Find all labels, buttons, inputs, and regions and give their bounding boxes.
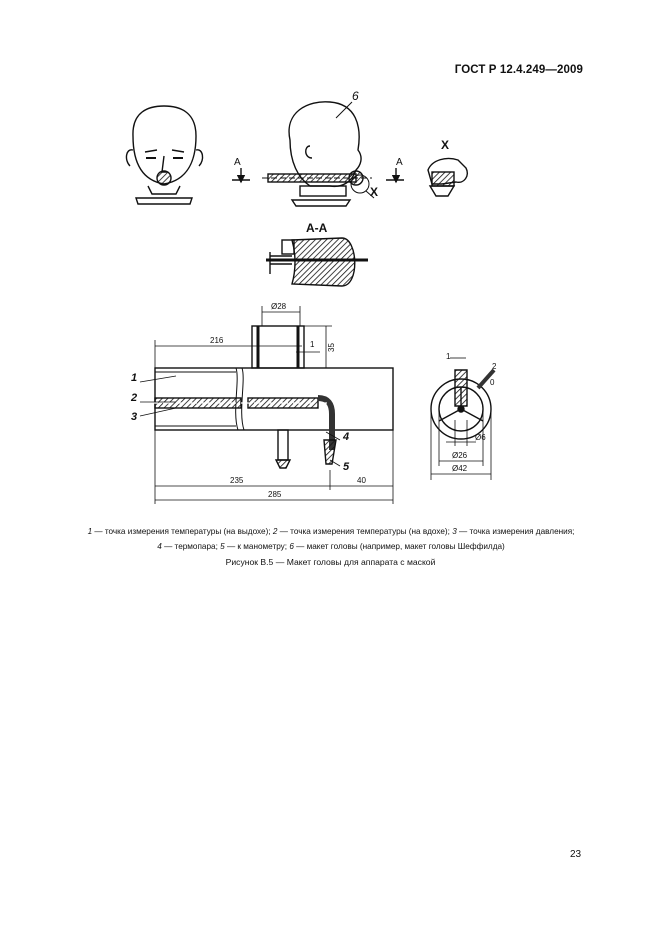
dim-35: 35 [327,343,336,352]
legend-num-5: 5 [220,542,225,551]
legend-text-4: — термопара; [161,542,221,551]
callout-4: 4 [343,431,350,443]
head-side-view [232,102,404,206]
tube-end-view [431,370,494,439]
dim-d28-top: Ø28 [271,302,287,311]
dim-d6: Ø6 [475,433,486,442]
callout-2: 2 [131,392,138,404]
tube-longitudinal-view [150,326,393,468]
standard-header: ГОСТ Р 12.4.249—2009 [454,64,583,76]
figure-caption: Рисунок В.5 — Макет головы для аппарата с маской [225,557,436,567]
dim-235: 235 [230,476,244,485]
section-title: A-A [306,221,328,235]
legend-text-5: — к манометру; [224,542,290,551]
detail-x-title: X [441,138,450,152]
callout-3: 3 [131,411,138,423]
end-callout-2: 2 [492,362,497,371]
dim-216: 216 [210,336,224,345]
detail-x-view [428,158,467,196]
callout-5: 5 [343,461,350,473]
end-callout-1: 1 [446,352,451,361]
page-number: 23 [570,849,582,860]
section-mark-a-left: A [234,157,241,168]
dim-d26: Ø26 [452,451,468,460]
legend-num-3: 3 [452,527,457,536]
dim-1: 1 [310,340,315,349]
dim-40: 40 [357,476,366,485]
legend-num-6: 6 [289,542,294,551]
legend-num-1: 1 [87,527,93,536]
legend-text-1: — точка измерения температуры (на выдохе); [92,527,273,536]
end-callout-0: 0 [490,378,495,387]
dim-d42: Ø42 [452,464,468,473]
legend-num-2: 2 [272,527,278,536]
section-mark-a-right: A [396,157,403,168]
legend-text-3: — точка измерения давления; [456,527,575,536]
section-a-a-view [266,238,368,286]
legend-text-2: — точка измерения температуры (на вдохе); [277,527,453,536]
detail-mark-x: X [370,185,379,199]
dim-285: 285 [268,490,282,499]
legend-num-4: 4 [157,542,162,551]
callout-1: 1 [131,372,138,384]
head-front-view [126,106,202,204]
callout-6: 6 [352,89,359,103]
legend-text-6: — макет головы (например, макет головы Шеффилда) [293,542,505,551]
figure-legend [46,524,616,554]
